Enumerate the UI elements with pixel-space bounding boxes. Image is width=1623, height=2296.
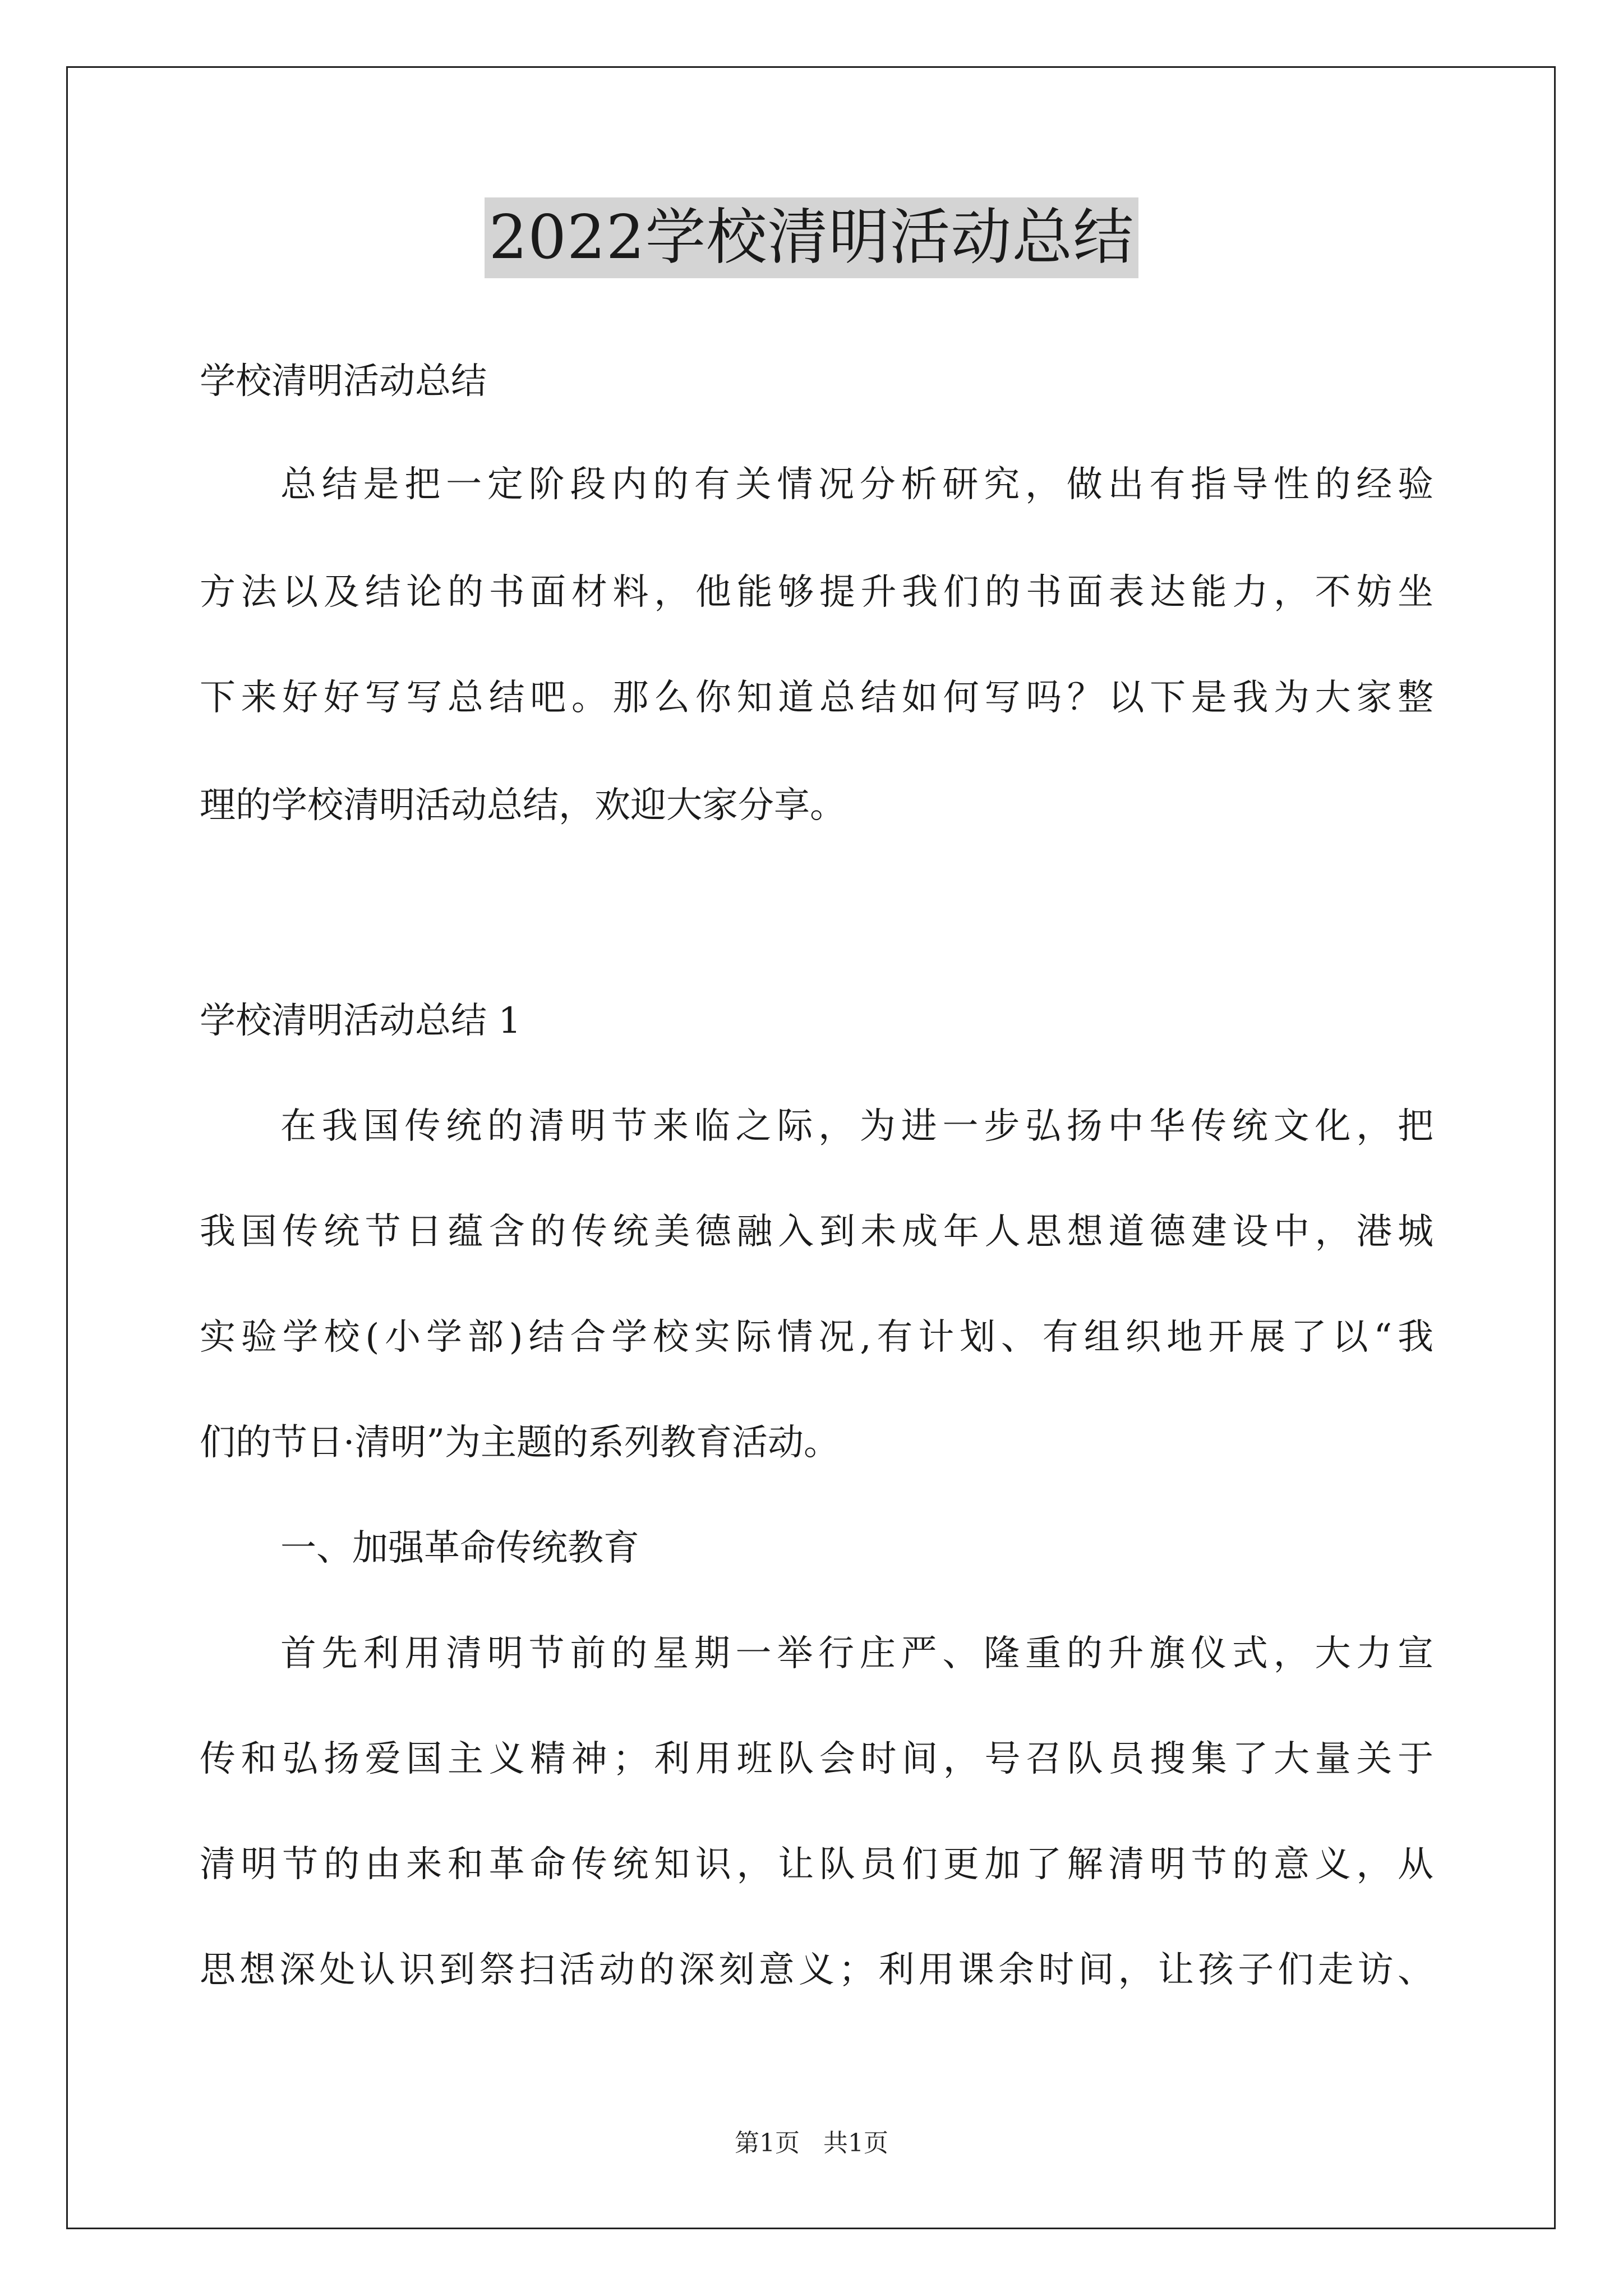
- intro-line-1: 总结是把一定阶段内的有关情况分析研究，做出有指导性的经验: [280, 464, 1433, 505]
- para2-line-2: 传和弘扬爱国主义精神；利用班队会时间，号召队员搜集了大量关于: [200, 1738, 1433, 1780]
- para1-line-1: 在我国传统的清明节来临之际，为进一步弘扬中华传统文化，把: [280, 1106, 1433, 1147]
- para2-line-3: 清明节的由来和革命传统知识，让队员们更加了解清明节的意义，从: [200, 1844, 1433, 1885]
- para2-line-4: 思想深处认识到祭扫活动的深刻意义；利用课余时间，让孩子们走访、: [200, 1949, 1433, 1991]
- document-subtitle: 学校清明活动总结: [200, 361, 487, 402]
- intro-line-3: 下来好好写写总结吧。那么你知道总结如何写吗？以下是我为大家整: [200, 677, 1433, 719]
- section-heading: 学校清明活动总结 1: [200, 1000, 522, 1042]
- para1-line-2: 我国传统节日蕴含的传统美德融入到未成年人思想道德建设中，港城: [200, 1211, 1433, 1253]
- intro-line-2: 方法以及结论的书面材料，他能够提升我们的书面表达能力，不妨坐: [200, 572, 1433, 613]
- page-total: 共1页: [823, 2129, 888, 2157]
- page-footer: [0, 2128, 1623, 2159]
- page-number: 第1页: [735, 2129, 800, 2157]
- para2-line-1: 首先利用清明节前的星期一举行庄严、隆重的升旗仪式，大力宣: [280, 1633, 1433, 1674]
- para1-line-4: 们的节日·清明”为主题的系列教育活动。: [200, 1422, 840, 1464]
- sub-heading: 一、加强革命传统教育: [280, 1527, 639, 1569]
- title-container: [0, 197, 1623, 278]
- intro-line-4: 理的学校清明活动总结，欢迎大家分享。: [200, 785, 846, 826]
- para1-line-3: 实验学校(小学部)结合学校实际情况,有计划、有组织地开展了以“我: [200, 1317, 1433, 1358]
- document-title: 2022学校清明活动总结: [485, 197, 1139, 278]
